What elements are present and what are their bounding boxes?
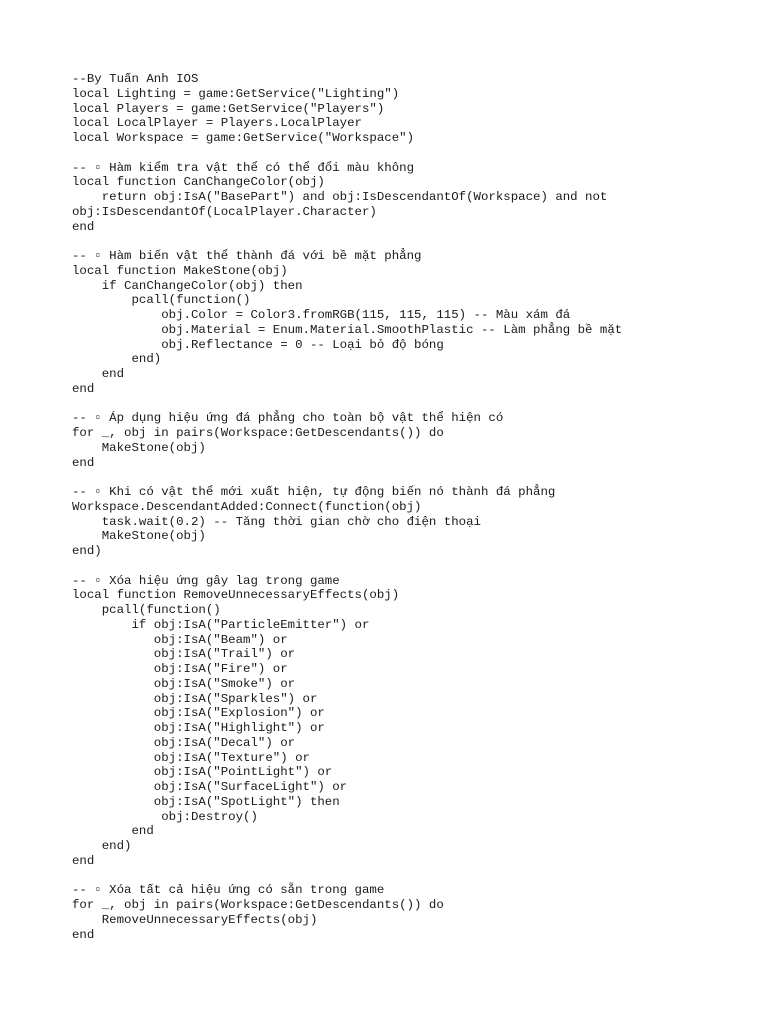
code-line: obj:IsA("Fire") or [72,662,288,676]
code-line [72,146,622,161]
code-line [72,559,622,574]
code-line: obj:IsA("Decal") or [72,735,296,750]
code-line: end) [72,544,102,558]
code-line: end [72,367,125,381]
code-line: obj:IsA("Explosion") or [72,706,325,721]
code-line: end [72,381,95,396]
code-line: pcall(function() [72,293,251,308]
code-block [72,72,622,942]
code-line: local LocalPlayer = Players.LocalPlayer [72,116,362,131]
code-line: for _, obj in pairs(Workspace:GetDescendants()) do [72,898,444,912]
code-line: -- ▫ Hàm kiểm tra vật thể có thể đổi màu không [72,160,415,175]
code-line: obj:IsA("Highlight") or [72,721,325,735]
code-line: obj.Color = Color3.fromRGB(115, 115, 115) -- Màu xám đá [72,308,571,322]
code-line: end [72,927,95,942]
code-line: -- ▫ Áp dụng hiệu ứng đá phẳng cho toàn bộ vật thể hiện có [72,411,504,426]
code-line: local Lighting = game:GetService("Lighting") [72,86,400,101]
code-line: end [72,853,95,868]
code-line: -- ▫ Hàm biến vật thể thành đá với bề mặt phẳng [72,249,422,263]
code-line: -- ▫ Xóa hiệu ứng gây lag trong game [72,573,340,588]
code-line: end) [72,839,132,853]
code-line [72,869,622,884]
code-line: end) [72,352,162,367]
code-line: obj:IsA("Smoke") or [72,676,296,691]
code-line: RemoveUnnecessaryEffects(obj) [72,912,318,927]
code-line: -- ▫ Khi có vật thể mới xuất hiện, tự động biến nó thành đá phẳng [72,485,556,499]
code-line: end [72,455,95,470]
code-line: obj:IsDescendantOf(LocalPlayer.Character) [72,204,377,219]
code-line: obj:IsA("Beam") or [72,632,288,647]
code-line: obj:IsA("Sparkles") or [72,691,318,706]
code-line: obj.Material = Enum.Material.SmoothPlastic -- Làm phẳng bề mặt [72,322,623,337]
code-line: MakeStone(obj) [72,440,206,455]
code-line: end [72,824,154,839]
code-line: if CanChangeColor(obj) then [72,278,303,293]
code-line: if obj:IsA("ParticleEmitter") or [72,617,370,632]
code-line: local function MakeStone(obj) [72,263,288,278]
code-line [72,234,622,249]
code-line: local function RemoveUnnecessaryEffects(obj) [72,588,400,603]
code-line: obj:IsA("PointLight") or [72,765,333,780]
code-line: --By Tuấn Anh IOS [72,72,199,86]
code-line: obj:IsA("SpotLight") then [72,794,340,809]
code-line: -- ▫ Xóa tất cả hiệu ứng có sẵn trong game [72,883,385,898]
code-line: pcall(function() [72,603,221,617]
code-line: task.wait(0.2) -- Tăng thời gian chờ cho điện thoại [72,514,481,529]
code-line [72,470,622,485]
code-line: obj:IsA("SurfaceLight") or [72,780,348,794]
code-line: local Workspace = game:GetService("Workspace") [72,131,415,145]
code-line: end [72,219,95,234]
code-line: local function CanChangeColor(obj) [72,175,325,190]
code-line: for _, obj in pairs(Workspace:GetDescendants()) do [72,426,444,440]
code-line: local Players = game:GetService("Players") [72,101,385,116]
code-line: obj.Reflectance = 0 -- Loại bỏ độ bóng [72,337,444,352]
code-line: Workspace.DescendantAdded:Connect(function(obj) [72,499,422,514]
code-line: obj:IsA("Trail") or [72,647,296,662]
code-line: MakeStone(obj) [72,529,206,544]
code-line: obj:Destroy() [72,809,258,824]
code-line [72,397,622,412]
code-line: return obj:IsA("BasePart") and obj:IsDescendantOf(Workspace) and not [72,190,608,204]
code-line: obj:IsA("Texture") or [72,750,310,765]
